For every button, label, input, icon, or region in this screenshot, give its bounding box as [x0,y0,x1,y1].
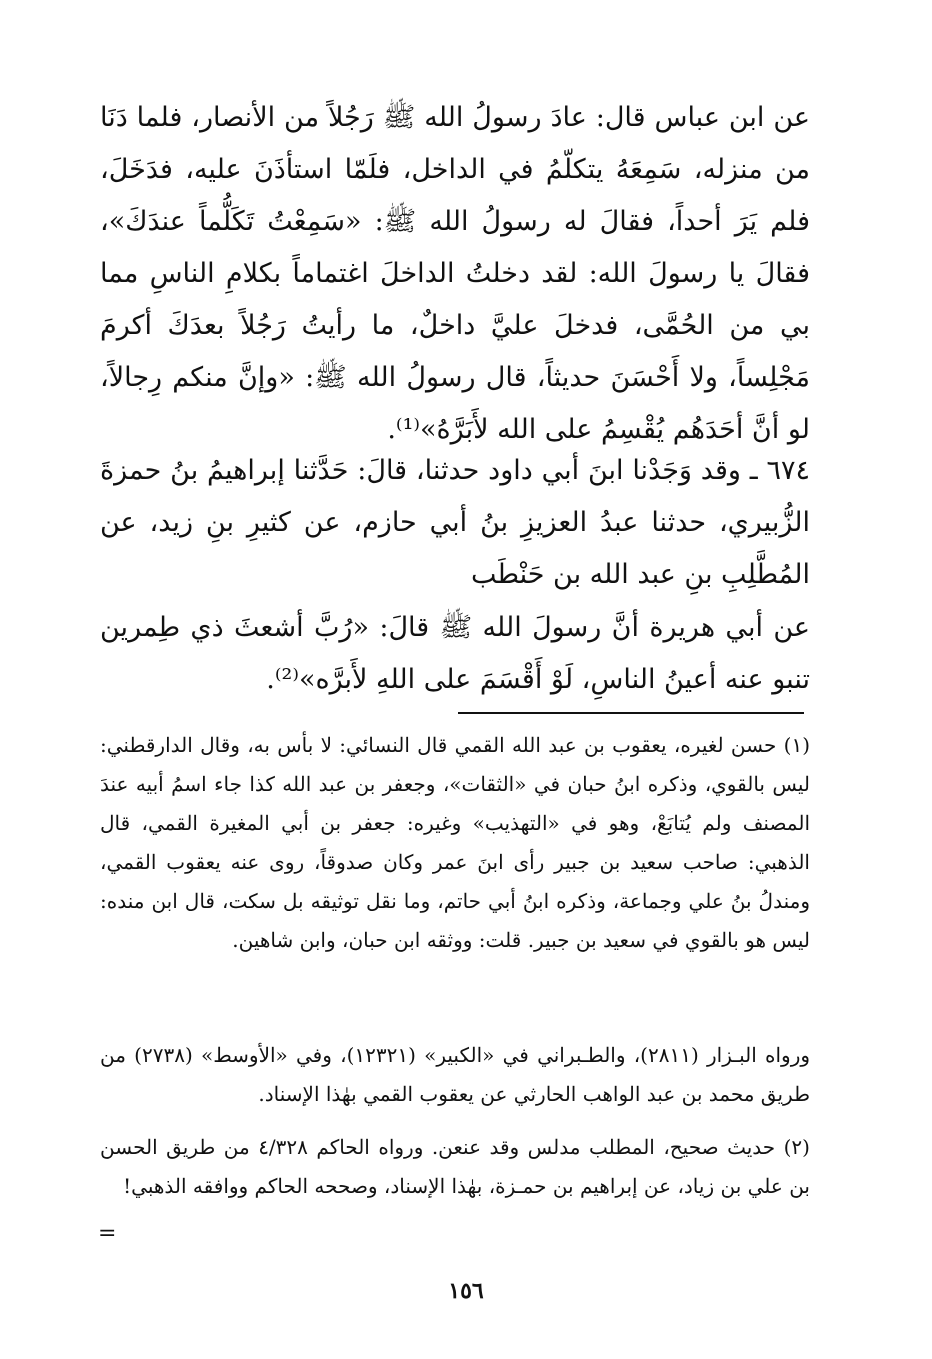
footnote-1: (١) حسن لغيره، يعقوب بن عبد الله القمي قال النسائي: لا بأس به، وقال الدارقطني: ليس بالقوي، وذكره ابنُ حبان في «الثقات»، وجعفر بن عبد الله كذا جاء اسمُ أبيه عندَ المصنف ولم يُتابَعْ، وهو في «التهذيب» وغيره: جعفر بن أبي المغيرة القمي، قال الذهبي: صاحب سعيد بن جبير رأى ابنَ عمر وكان صدوقاً، روى عنه يعقوب القمي، ومندلُ بنُ علي وجماعة، وذكره ابنُ أبي حاتم، وما نقل توثيقه بل سكت، قال ابن منده: ليس هو بالقوي في سعيد بن جبير. قلت: ووثقه ابن حبان، وابن شاهين. [100,733,810,952]
footnote-separator [458,712,804,714]
page-number: ١٥٦ [448,1278,484,1304]
footnote-1-continued: ورواه البـزار (٢٨١١)، والطـبراني في «الكبير» (١٢٣٢١)، وفي «الأوسط» (٢٧٣٨) من طريق محمد بن عبد الواهب الحارثي عن يعقوب القمي بهٰذا الإسناد. [100,1043,811,1106]
paragraph-hadith-ibn-abbas: عن ابن عباس قال: عادَ رسولُ الله ﷺ رَجُلاً من الأنصار، فلما دَنَا من منزله، سَمِعَهُ يتكلّمُ في الداخل، فلَمّا استأذَنَ عليه، فدَخَلَ، فلم يَرَ أحداً، فقالَ له رسولُ الله ﷺ: «سَمِعْتُ تَكَلُّماً عندَكَ»، فقالَ يا رسولَ الله: لقد دخلتُ الداخلَ اغتماماً بكلامِ الناسِ مما بي من الحُمَّى، فدخلَ عليَّ داخلٌ، ما رأيتُ رَجُلاً بعدَكَ أكرمَ مَجْلِساً، ولا أَحْسَنَ حديثاً، قال رسولُ الله ﷺ: «وإنَّ منكم رِجالاً، لو أنَّ أحَدَهُم يُقْسِمُ على الله لأَبَرَّهُ»⁽¹⁾. [100,102,810,445]
paragraph-hadith-abu-hurayra: عن أبي هريرة أنَّ رسولَ الله ﷺ قالَ: «رُبَّ أشعثَ ذي طِمرين تنبو عنه أعينُ الناسِ، لَوْ أَقْسَمَ على اللهِ لأَبرَّه»⁽²⁾. [100,612,810,695]
footnote-2: (٢) حديث صحيح، المطلب مدلس وقد عنعن. ورواه الحاكم ٤/٣٢٨ من طريق الحسن بن علي بن زياد، عن إبراهيم بن حمـزة، بهٰذا الإسناد، وصححه الحاكم ووافقه الذهبي! [100,1135,810,1198]
paragraph-isnad-674: ٦٧٤ ـ وقد وَجَدْنا ابنَ أبي داود حدثنا، قالَ: حَدَّثنا إبراهيمُ بنُ حمزةَ الزُّبيري، حدثنا عبدُ العزيزِ بنُ أبي حازم، عن كثيرِ بنِ زيد، عن المُطَّلِبِ بنِ عبد الله بن حَنْطَب [100,455,810,590]
footnote-continuation-mark: = [98,1221,117,1246]
